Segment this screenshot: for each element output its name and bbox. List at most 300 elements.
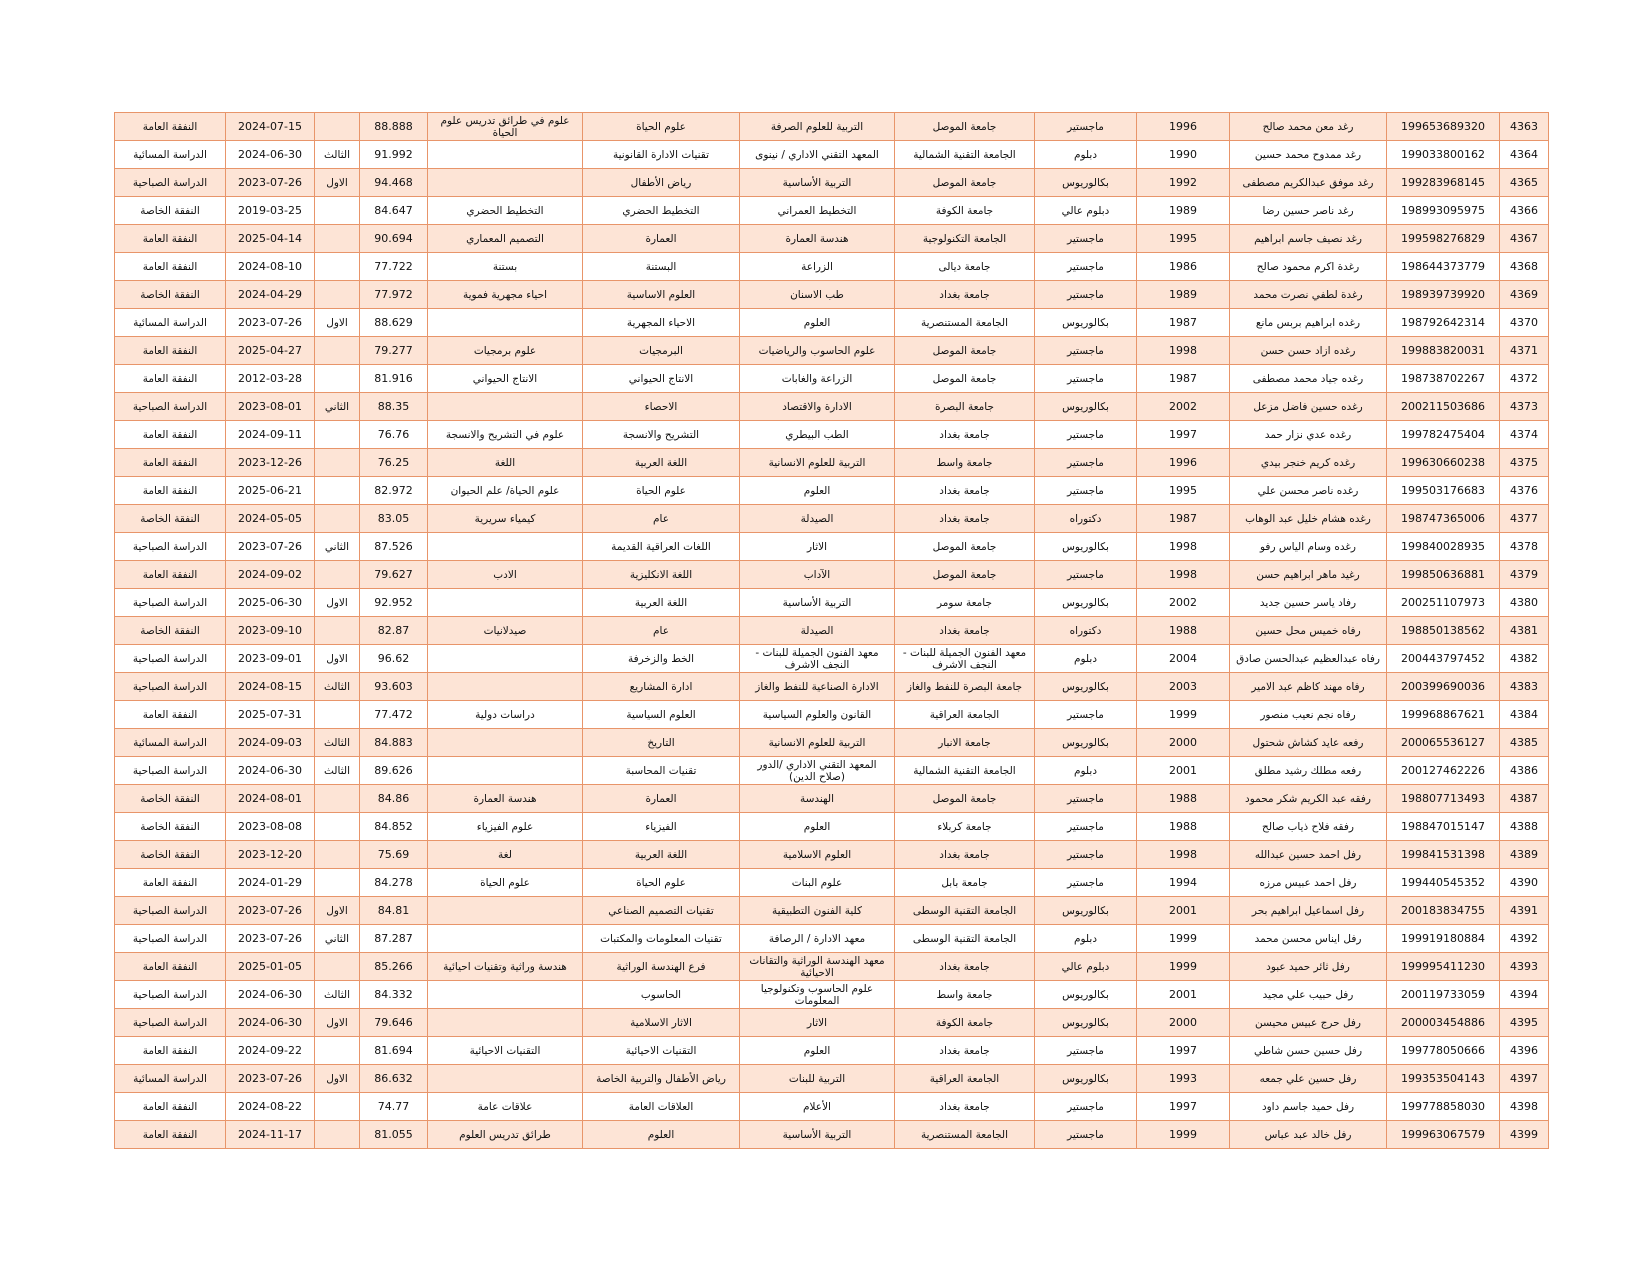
table-row xyxy=(115,281,1549,309)
funding-type-cell: النفقة الخاصة xyxy=(115,505,226,533)
table-row xyxy=(115,841,1549,869)
rank-cell: الثالث xyxy=(315,673,360,701)
degree-cell: بكالوريوس xyxy=(1035,169,1137,197)
degree-cell: بكالوريوس xyxy=(1035,897,1137,925)
grade-cell: 90.694 xyxy=(360,225,428,253)
funding-type-cell: النفقة الخاصة xyxy=(115,785,226,813)
grade-cell: 76.25 xyxy=(360,449,428,477)
grade-cell: 84.332 xyxy=(360,981,428,1009)
university-cell: جامعة الموصل xyxy=(895,785,1035,813)
grade-cell: 79.277 xyxy=(360,337,428,365)
rank-cell xyxy=(315,253,360,281)
university-cell: جامعة بغداد xyxy=(895,1093,1035,1121)
national-id-cell: 200251107973 xyxy=(1387,589,1500,617)
degree-cell: ماجستير xyxy=(1035,1037,1137,1065)
degree-cell: بكالوريوس xyxy=(1035,533,1137,561)
degree-cell: بكالوريوس xyxy=(1035,981,1137,1009)
row-number-cell: 4375 xyxy=(1500,449,1549,477)
rank-cell: الثاني xyxy=(315,533,360,561)
university-cell: جامعة الموصل xyxy=(895,337,1035,365)
table-row xyxy=(115,337,1549,365)
grade-cell: 81.694 xyxy=(360,1037,428,1065)
table-row xyxy=(115,169,1549,197)
department-cell: رياض الأطفال والتربية الخاصة xyxy=(583,1065,740,1093)
national-id-cell: 198993095975 xyxy=(1387,197,1500,225)
department-cell: اللغة الانكليزية xyxy=(583,561,740,589)
grade-cell: 81.055 xyxy=(360,1121,428,1149)
degree-cell: ماجستير xyxy=(1035,449,1137,477)
specialization-cell: طرائق تدريس العلوم xyxy=(428,1121,583,1149)
grade-cell: 77.972 xyxy=(360,281,428,309)
date-cell: 2024-04-29 xyxy=(226,281,315,309)
department-cell: علوم الحياة xyxy=(583,477,740,505)
college-cell: الاثار xyxy=(740,533,895,561)
degree-cell: ماجستير xyxy=(1035,337,1137,365)
degree-cell: ماجستير xyxy=(1035,701,1137,729)
table-row xyxy=(115,113,1549,141)
birth-year-cell: 1987 xyxy=(1137,365,1230,393)
table-row xyxy=(115,393,1549,421)
college-cell: المعهد التقني الاداري /الدور (صلاح الدين) xyxy=(740,757,895,785)
specialization-cell xyxy=(428,589,583,617)
department-cell: الاحصاء xyxy=(583,393,740,421)
college-cell: الهندسة xyxy=(740,785,895,813)
funding-type-cell: النفقة الخاصة xyxy=(115,841,226,869)
date-cell: 2023-12-20 xyxy=(226,841,315,869)
degree-cell: بكالوريوس xyxy=(1035,729,1137,757)
college-cell: معهد الفنون الجميلة للبنات - النجف الاشرف xyxy=(740,645,895,673)
rank-cell: الاول xyxy=(315,169,360,197)
table-row xyxy=(115,365,1549,393)
date-cell: 2024-06-30 xyxy=(226,141,315,169)
department-cell: الخط والزخرفة xyxy=(583,645,740,673)
college-cell: التربية الأساسية xyxy=(740,1121,895,1149)
department-cell: تقنيات الادارة القانونية xyxy=(583,141,740,169)
full-name-cell: رفل حسين حسن شاطي xyxy=(1230,1037,1387,1065)
full-name-cell: رغده وسام الياس رفو xyxy=(1230,533,1387,561)
row-number-cell: 4368 xyxy=(1500,253,1549,281)
full-name-cell: رفقه عبد الكريم شكر محمود xyxy=(1230,785,1387,813)
date-cell: 2023-07-26 xyxy=(226,533,315,561)
national-id-cell: 199963067579 xyxy=(1387,1121,1500,1149)
specialization-cell: علوم الفيزياء xyxy=(428,813,583,841)
university-cell: جامعة بغداد xyxy=(895,505,1035,533)
college-cell: العلوم الاسلامية xyxy=(740,841,895,869)
date-cell: 2024-06-30 xyxy=(226,757,315,785)
national-id-cell: 200003454886 xyxy=(1387,1009,1500,1037)
national-id-cell: 199033800162 xyxy=(1387,141,1500,169)
full-name-cell: رغدة لطفي نصرت محمد xyxy=(1230,281,1387,309)
specialization-cell: علاقات عامة xyxy=(428,1093,583,1121)
university-cell: جامعة سومر xyxy=(895,589,1035,617)
national-id-cell: 199968867621 xyxy=(1387,701,1500,729)
row-number-cell: 4396 xyxy=(1500,1037,1549,1065)
rank-cell: الاول xyxy=(315,309,360,337)
full-name-cell: رغد موفق عبدالكريم مصطفى xyxy=(1230,169,1387,197)
national-id-cell: 199503176683 xyxy=(1387,477,1500,505)
full-name-cell: رفاه نجم نعيب منصور xyxy=(1230,701,1387,729)
rank-cell: الثالث xyxy=(315,981,360,1009)
grade-cell: 84.86 xyxy=(360,785,428,813)
university-cell: جامعة بابل xyxy=(895,869,1035,897)
department-cell: تقنيات التصميم الصناعي xyxy=(583,897,740,925)
funding-type-cell: النفقة الخاصة xyxy=(115,197,226,225)
department-cell: التاريخ xyxy=(583,729,740,757)
national-id-cell: 199598276829 xyxy=(1387,225,1500,253)
birth-year-cell: 1998 xyxy=(1137,337,1230,365)
funding-type-cell: النفقة العامة xyxy=(115,701,226,729)
university-cell: جامعة بغداد xyxy=(895,421,1035,449)
degree-cell: بكالوريوس xyxy=(1035,393,1137,421)
college-cell: المعهد التقني الاداري / نينوى xyxy=(740,141,895,169)
funding-type-cell: الدراسة الصباحية xyxy=(115,393,226,421)
date-cell: 2024-08-01 xyxy=(226,785,315,813)
full-name-cell: رفاه خميس محل حسين xyxy=(1230,617,1387,645)
department-cell: تقنيات المعلومات والمكتبات xyxy=(583,925,740,953)
department-cell: العلاقات العامة xyxy=(583,1093,740,1121)
specialization-cell: كيمياء سريرية xyxy=(428,505,583,533)
degree-cell: ماجستير xyxy=(1035,365,1137,393)
grade-cell: 79.627 xyxy=(360,561,428,589)
date-cell: 2023-07-26 xyxy=(226,925,315,953)
department-cell: الاثار الاسلامية xyxy=(583,1009,740,1037)
funding-type-cell: النفقة العامة xyxy=(115,1093,226,1121)
birth-year-cell: 2001 xyxy=(1137,757,1230,785)
rank-cell xyxy=(315,477,360,505)
table-row xyxy=(115,141,1549,169)
row-number-cell: 4366 xyxy=(1500,197,1549,225)
birth-year-cell: 2003 xyxy=(1137,673,1230,701)
department-cell: ادارة المشاريع xyxy=(583,673,740,701)
birth-year-cell: 1998 xyxy=(1137,533,1230,561)
full-name-cell: رفل حسين علي جمعه xyxy=(1230,1065,1387,1093)
birth-year-cell: 2004 xyxy=(1137,645,1230,673)
department-cell: التقنيات الاحيائية xyxy=(583,1037,740,1065)
college-cell: العلوم xyxy=(740,1037,895,1065)
date-cell: 2023-07-26 xyxy=(226,309,315,337)
full-name-cell: رغده ازاد حسن حسن xyxy=(1230,337,1387,365)
college-cell: القانون والعلوم السياسية xyxy=(740,701,895,729)
row-number-cell: 4389 xyxy=(1500,841,1549,869)
funding-type-cell: النفقة العامة xyxy=(115,337,226,365)
table-row xyxy=(115,533,1549,561)
funding-type-cell: الدراسة المسائية xyxy=(115,729,226,757)
full-name-cell: رفل حبيب علي مجيد xyxy=(1230,981,1387,1009)
grade-cell: 84.278 xyxy=(360,869,428,897)
full-name-cell: رغدة اكرم محمود صالح xyxy=(1230,253,1387,281)
national-id-cell: 200127462226 xyxy=(1387,757,1500,785)
national-id-cell: 198644373779 xyxy=(1387,253,1500,281)
college-cell: علوم الحاسوب وتكنولوجيا المعلومات xyxy=(740,981,895,1009)
university-cell: الجامعة التقنية الوسطى xyxy=(895,925,1035,953)
date-cell: 2024-09-22 xyxy=(226,1037,315,1065)
row-number-cell: 4388 xyxy=(1500,813,1549,841)
table-row xyxy=(115,645,1549,673)
college-cell: التربية للعلوم الانسانية xyxy=(740,729,895,757)
table-row xyxy=(115,813,1549,841)
funding-type-cell: النفقة العامة xyxy=(115,253,226,281)
college-cell: هندسة العمارة xyxy=(740,225,895,253)
rank-cell: الثاني xyxy=(315,393,360,421)
department-cell: الانتاج الحيواني xyxy=(583,365,740,393)
table-row xyxy=(115,869,1549,897)
birth-year-cell: 1990 xyxy=(1137,141,1230,169)
college-cell: الصيدلة xyxy=(740,617,895,645)
grade-cell: 82.87 xyxy=(360,617,428,645)
grade-cell: 84.883 xyxy=(360,729,428,757)
date-cell: 2025-07-31 xyxy=(226,701,315,729)
rank-cell: الثالث xyxy=(315,757,360,785)
rank-cell xyxy=(315,1093,360,1121)
table-row xyxy=(115,925,1549,953)
funding-type-cell: الدراسة الصباحية xyxy=(115,757,226,785)
funding-type-cell: الدراسة المسائية xyxy=(115,309,226,337)
department-cell: التشريح والانسجة xyxy=(583,421,740,449)
college-cell: معهد الادارة / الرصافة xyxy=(740,925,895,953)
rank-cell xyxy=(315,225,360,253)
college-cell: معهد الهندسة الوراثية والتقانات الاحيائية xyxy=(740,953,895,981)
birth-year-cell: 1999 xyxy=(1137,1121,1230,1149)
grade-cell: 89.626 xyxy=(360,757,428,785)
university-cell: الجامعة التقنية الشمالية xyxy=(895,757,1035,785)
table-row xyxy=(115,225,1549,253)
rank-cell xyxy=(315,785,360,813)
rank-cell xyxy=(315,701,360,729)
university-cell: جامعة الكوفة xyxy=(895,197,1035,225)
table-row xyxy=(115,757,1549,785)
national-id-cell: 200443797452 xyxy=(1387,645,1500,673)
row-number-cell: 4392 xyxy=(1500,925,1549,953)
grade-cell: 79.646 xyxy=(360,1009,428,1037)
funding-type-cell: النفقة العامة xyxy=(115,1121,226,1149)
grade-cell: 86.632 xyxy=(360,1065,428,1093)
full-name-cell: رغد ناصر حسين رضا xyxy=(1230,197,1387,225)
rank-cell xyxy=(315,505,360,533)
rank-cell: الاول xyxy=(315,1065,360,1093)
university-cell: الجامعة العراقية xyxy=(895,1065,1035,1093)
birth-year-cell: 2002 xyxy=(1137,393,1230,421)
specialization-cell xyxy=(428,393,583,421)
specialization-cell xyxy=(428,169,583,197)
table-row xyxy=(115,701,1549,729)
date-cell: 2024-06-30 xyxy=(226,1009,315,1037)
table-row xyxy=(115,589,1549,617)
grade-cell: 88.888 xyxy=(360,113,428,141)
rank-cell: الاول xyxy=(315,645,360,673)
birth-year-cell: 1988 xyxy=(1137,785,1230,813)
department-cell: علوم الحياة xyxy=(583,113,740,141)
department-cell: رياض الأطفال xyxy=(583,169,740,197)
rank-cell: الاول xyxy=(315,897,360,925)
university-cell: الجامعة التكنولوجية xyxy=(895,225,1035,253)
date-cell: 2019-03-25 xyxy=(226,197,315,225)
grade-cell: 96.62 xyxy=(360,645,428,673)
birth-year-cell: 2000 xyxy=(1137,1009,1230,1037)
funding-type-cell: النفقة العامة xyxy=(115,421,226,449)
specialization-cell: الادب xyxy=(428,561,583,589)
specialization-cell xyxy=(428,141,583,169)
row-number-cell: 4370 xyxy=(1500,309,1549,337)
degree-cell: ماجستير xyxy=(1035,813,1137,841)
full-name-cell: رفاد ياسر حسين جديد xyxy=(1230,589,1387,617)
date-cell: 2023-09-10 xyxy=(226,617,315,645)
grade-cell: 84.81 xyxy=(360,897,428,925)
date-cell: 2023-07-26 xyxy=(226,897,315,925)
degree-cell: بكالوريوس xyxy=(1035,673,1137,701)
college-cell: العلوم xyxy=(740,309,895,337)
college-cell: طب الاسنان xyxy=(740,281,895,309)
row-number-cell: 4398 xyxy=(1500,1093,1549,1121)
degree-cell: دبلوم عالي xyxy=(1035,197,1137,225)
national-id-cell: 199850636881 xyxy=(1387,561,1500,589)
specialization-cell: التقنيات الاحيائية xyxy=(428,1037,583,1065)
spreadsheet xyxy=(114,112,1548,1149)
date-cell: 2012-03-28 xyxy=(226,365,315,393)
college-cell: العلوم xyxy=(740,813,895,841)
rank-cell xyxy=(315,841,360,869)
grade-cell: 92.952 xyxy=(360,589,428,617)
national-id-cell: 200211503686 xyxy=(1387,393,1500,421)
specialization-cell: بستنة xyxy=(428,253,583,281)
rank-cell xyxy=(315,617,360,645)
degree-cell: ماجستير xyxy=(1035,869,1137,897)
funding-type-cell: الدراسة الصباحية xyxy=(115,925,226,953)
table-row xyxy=(115,617,1549,645)
funding-type-cell: النفقة العامة xyxy=(115,869,226,897)
table-body xyxy=(115,113,1549,1149)
degree-cell: بكالوريوس xyxy=(1035,589,1137,617)
university-cell: جامعة بغداد xyxy=(895,1037,1035,1065)
funding-type-cell: النفقة الخاصة xyxy=(115,617,226,645)
degree-cell: ماجستير xyxy=(1035,841,1137,869)
specialization-cell: التصميم المعماري xyxy=(428,225,583,253)
national-id-cell: 198738702267 xyxy=(1387,365,1500,393)
university-cell: جامعة بغداد xyxy=(895,841,1035,869)
funding-type-cell: الدراسة المسائية xyxy=(115,141,226,169)
department-cell: اللغة العربية xyxy=(583,449,740,477)
specialization-cell: احياء مجهرية فموية xyxy=(428,281,583,309)
date-cell: 2023-12-26 xyxy=(226,449,315,477)
department-cell: اللغة العربية xyxy=(583,589,740,617)
row-number-cell: 4385 xyxy=(1500,729,1549,757)
national-id-cell: 199283968145 xyxy=(1387,169,1500,197)
degree-cell: ماجستير xyxy=(1035,477,1137,505)
grade-cell: 87.526 xyxy=(360,533,428,561)
national-id-cell: 199840028935 xyxy=(1387,533,1500,561)
university-cell: جامعة الكوفة xyxy=(895,1009,1035,1037)
full-name-cell: رفقه فلاح ذياب صالح xyxy=(1230,813,1387,841)
row-number-cell: 4364 xyxy=(1500,141,1549,169)
national-id-cell: 200119733059 xyxy=(1387,981,1500,1009)
department-cell: علوم الحياة xyxy=(583,869,740,897)
funding-type-cell: الدراسة الصباحية xyxy=(115,589,226,617)
degree-cell: دكتوراه xyxy=(1035,505,1137,533)
table-row xyxy=(115,729,1549,757)
degree-cell: بكالوريوس xyxy=(1035,309,1137,337)
university-cell: جامعة البصرة للنفط والغاز xyxy=(895,673,1035,701)
degree-cell: ماجستير xyxy=(1035,1121,1137,1149)
full-name-cell: رغيد ماهر ابراهيم حسن xyxy=(1230,561,1387,589)
birth-year-cell: 1993 xyxy=(1137,1065,1230,1093)
funding-type-cell: الدراسة الصباحية xyxy=(115,673,226,701)
degree-cell: ماجستير xyxy=(1035,561,1137,589)
university-cell: جامعة بغداد xyxy=(895,477,1035,505)
department-cell: العلوم السياسية xyxy=(583,701,740,729)
college-cell: الادارة الصناعية للنفط والغاز xyxy=(740,673,895,701)
date-cell: 2024-08-22 xyxy=(226,1093,315,1121)
grade-cell: 75.69 xyxy=(360,841,428,869)
table-row xyxy=(115,197,1549,225)
college-cell: التربية للبنات xyxy=(740,1065,895,1093)
date-cell: 2025-06-30 xyxy=(226,589,315,617)
grade-cell: 84.852 xyxy=(360,813,428,841)
funding-type-cell: النفقة العامة xyxy=(115,477,226,505)
degree-cell: بكالوريوس xyxy=(1035,1065,1137,1093)
funding-type-cell: الدراسة الصباحية xyxy=(115,981,226,1009)
birth-year-cell: 1986 xyxy=(1137,253,1230,281)
specialization-cell: التخطيط الحضري xyxy=(428,197,583,225)
table-row xyxy=(115,897,1549,925)
grade-cell: 85.266 xyxy=(360,953,428,981)
rank-cell xyxy=(315,197,360,225)
full-name-cell: رفل حميد جاسم داود xyxy=(1230,1093,1387,1121)
row-number-cell: 4363 xyxy=(1500,113,1549,141)
university-cell: جامعة البصرة xyxy=(895,393,1035,421)
table-row xyxy=(115,253,1549,281)
row-number-cell: 4373 xyxy=(1500,393,1549,421)
degree-cell: دكتوراه xyxy=(1035,617,1137,645)
rank-cell: الثالث xyxy=(315,141,360,169)
full-name-cell: رغد معن محمد صالح xyxy=(1230,113,1387,141)
full-name-cell: رغده حسين فاضل مزعل xyxy=(1230,393,1387,421)
date-cell: 2024-01-29 xyxy=(226,869,315,897)
full-name-cell: رفل ايناس محسن محمد xyxy=(1230,925,1387,953)
university-cell: الجامعة المستنصرية xyxy=(895,1121,1035,1149)
rank-cell xyxy=(315,449,360,477)
date-cell: 2024-08-15 xyxy=(226,673,315,701)
birth-year-cell: 1998 xyxy=(1137,841,1230,869)
table-row xyxy=(115,309,1549,337)
full-name-cell: رفعه عايد كشاش شحتول xyxy=(1230,729,1387,757)
birth-year-cell: 2000 xyxy=(1137,729,1230,757)
full-name-cell: رفعه مطلك رشيد مطلق xyxy=(1230,757,1387,785)
table-row xyxy=(115,449,1549,477)
specialization-cell xyxy=(428,1065,583,1093)
specialization-cell xyxy=(428,981,583,1009)
table-row xyxy=(115,953,1549,981)
national-id-cell: 200065536127 xyxy=(1387,729,1500,757)
college-cell: الآداب xyxy=(740,561,895,589)
table-row xyxy=(115,421,1549,449)
full-name-cell: رفل حرج عبيس محيسن xyxy=(1230,1009,1387,1037)
grade-cell: 94.468 xyxy=(360,169,428,197)
row-number-cell: 4377 xyxy=(1500,505,1549,533)
degree-cell: ماجستير xyxy=(1035,1093,1137,1121)
college-cell: العلوم xyxy=(740,477,895,505)
funding-type-cell: الدراسة الصباحية xyxy=(115,897,226,925)
national-id-cell: 199995411230 xyxy=(1387,953,1500,981)
birth-year-cell: 1987 xyxy=(1137,505,1230,533)
grade-cell: 93.603 xyxy=(360,673,428,701)
college-cell: علوم الحاسوب والرياضيات xyxy=(740,337,895,365)
university-cell: جامعة الموصل xyxy=(895,533,1035,561)
funding-type-cell: النفقة العامة xyxy=(115,225,226,253)
funding-type-cell: الدراسة الصباحية xyxy=(115,645,226,673)
degree-cell: ماجستير xyxy=(1035,113,1137,141)
specialization-cell: علوم الحياة xyxy=(428,869,583,897)
grade-cell: 83.05 xyxy=(360,505,428,533)
national-id-cell: 199778858030 xyxy=(1387,1093,1500,1121)
